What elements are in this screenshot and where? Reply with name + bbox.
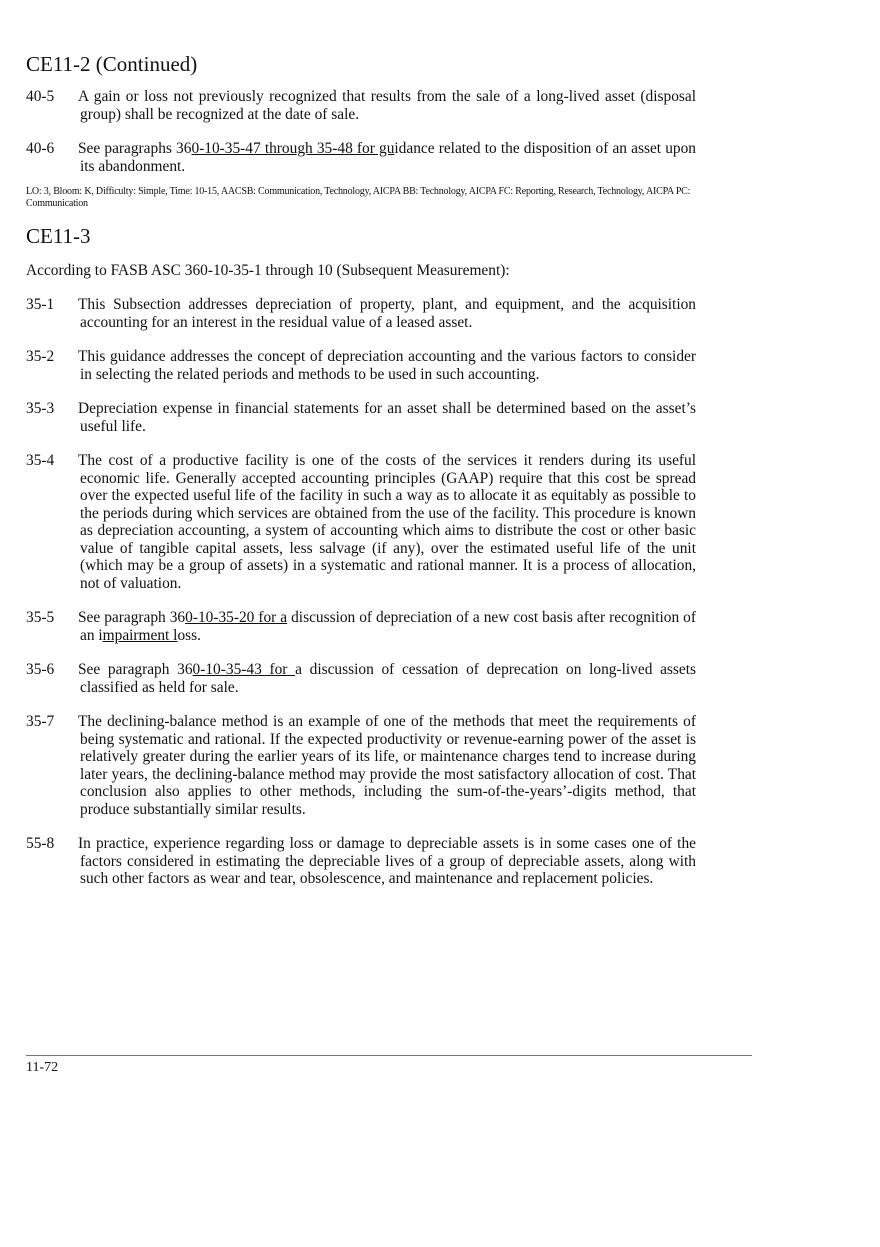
paragraph-number: 35-3: [26, 400, 55, 417]
paragraph-text: This guidance addresses the concept of depreciation accounting and the various factors to consider in selecting the related periods and methods to be used in such accounting.: [78, 348, 696, 383]
section-title-ce11-3: CE11-3: [26, 224, 91, 248]
paragraph-text: In practice, experience regarding loss or damage to depreciable assets is in some cases one of the factors considered in estimating the depreciable lives of a group of depreciable assets, along with such other factors as wear and tear, obsolescence, and maintenance and replacement policies.: [78, 835, 696, 887]
text-run: See paragraphs 36: [78, 140, 192, 157]
paragraph-35-4: [26, 452, 696, 592]
paragraph-40-5: [26, 88, 696, 123]
text-run: See paragraph 36: [78, 661, 193, 678]
paragraph-text: A gain or loss not previously recognized that results from the sale of a long-lived asset (disposal group) shall be recognized at the date of sale.: [78, 88, 696, 123]
footer-divider: [26, 1055, 752, 1056]
paragraph-number: 40-6: [26, 140, 55, 157]
paragraph-text: The declining-balance method is an example of one of the methods that meet the requirements of being systematic and rational. If the expected productivity or revenue-earning power of the asset is relatively greater during the earlier years of its life, or maintenance charges tend to increase during later years, the declining-balance method may provide the most satisfactory allocation of cost. That conclusion also applies to other methods, including the sum-of-the-years’-digits method, that produce substantially similar results.: [78, 713, 696, 818]
text-run: See paragraph 36: [78, 609, 186, 626]
text-run: idance related to the disposition of an asset upon its abandonment.: [80, 140, 697, 175]
paragraph-40-6: [26, 140, 696, 175]
reference-link[interactable]: 0-10-35-47 through 35-48 for gu: [191, 140, 395, 157]
page-number: 11-72: [26, 1060, 59, 1075]
paragraph-text: This Subsection addresses depreciation of property, plant, and equipment, and the acquisition accounting for an interest in the residual value of a leased asset.: [78, 296, 696, 331]
paragraph-35-2: [26, 348, 696, 383]
document-page: [26, 50, 696, 905]
paragraph-number: 35-4: [26, 452, 55, 469]
paragraph-35-1: [26, 296, 696, 331]
text-run: a discussion of cessation of deprecation on long-lived assets classified as held for sale.: [80, 661, 696, 696]
text-run: discussion of depreciation of a new cost basis after recognition of an i: [80, 609, 696, 644]
reference-link[interactable]: mpairment l: [102, 626, 178, 644]
paragraph-55-8: [26, 835, 696, 888]
reference-link[interactable]: 0-10-35-20 for a: [185, 609, 288, 626]
paragraph-text: Depreciation expense in financial statements for an asset shall be determined based on the asset’s useful life.: [78, 400, 696, 435]
paragraph-text: [80, 140, 696, 175]
paragraph-number: 40-5: [26, 88, 55, 105]
question-metadata: LO: 3, Bloom: K, Difficulty: Simple, Time: 10-15, AACSB: Communication, Technology, AICPA BB: Technology, AICPA FC: Reporting, Research, Technology, AICPA PC: Communication: [26, 186, 691, 209]
paragraph-text: The cost of a productive facility is one of the costs of the services it renders during its useful economic life. Generally accepted accounting principles (GAAP) require that this cost be spread over the expected useful life of the facility in such a way as to allocate it as equitably as possible to the periods during which services are obtained from the use of the facility. This procedure is known as depreciation accounting, a system of accounting which aims to distribute the cost or other basic value of tangible capital assets, less salvage (if any), over the estimated useful life of the unit (which may be a group of assets) in a systematic and rational manner. It is a process of allocation, not of valuation.: [78, 452, 696, 592]
paragraph-number: 35-7: [26, 713, 55, 730]
paragraph-text: [80, 609, 696, 644]
paragraph-35-6: [26, 661, 696, 696]
paragraph-number: 35-6: [26, 661, 55, 678]
section-title-ce11-2: CE11-2 (Continued): [26, 52, 198, 76]
paragraph-number: 55-8: [26, 835, 55, 852]
paragraph-35-3: [26, 400, 696, 435]
paragraph-text: [80, 661, 696, 696]
text-run: oss.: [177, 626, 201, 644]
paragraph-35-7: [26, 713, 696, 818]
paragraph-number: 35-2: [26, 348, 55, 365]
reference-link[interactable]: 0-10-35-43 for: [192, 661, 296, 678]
paragraph-number: 35-1: [26, 296, 55, 313]
paragraph-35-5: [26, 609, 696, 644]
paragraph-number: 35-5: [26, 609, 55, 626]
intro-text: According to FASB ASC 360-10-35-1 through 10 (Subsequent Measurement):: [26, 262, 510, 279]
